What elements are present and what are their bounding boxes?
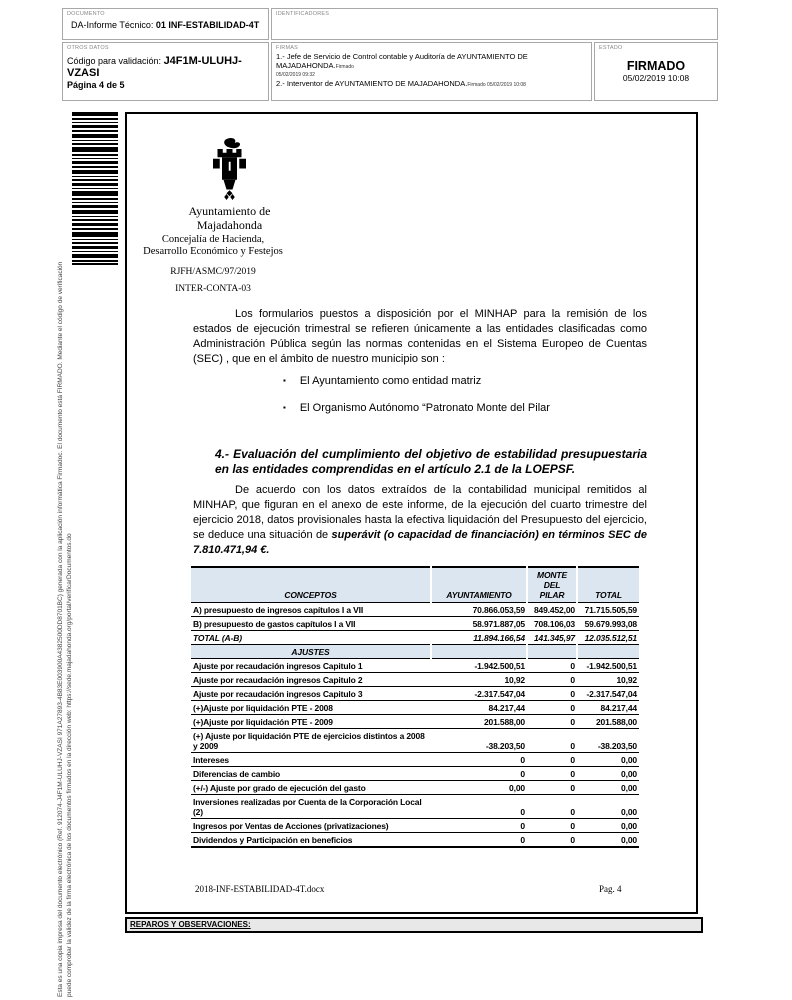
- firmas-label: FIRMAS: [276, 45, 298, 51]
- header-firmas-box: [271, 42, 592, 101]
- estado-fecha: 05/02/2019 10:08: [622, 73, 690, 83]
- header-otros-datos-box: [62, 42, 269, 101]
- cell-ayuntamiento: 0,00: [431, 781, 527, 795]
- cell-total: 12.035.512,51: [577, 631, 639, 645]
- cell-ayuntamiento: -1.942.500,51: [431, 659, 527, 673]
- codigo-value: J4F1M-ULUHJ-VZASI: [67, 55, 242, 79]
- documento-code: 01 INF-ESTABILIDAD-4T: [155, 20, 260, 30]
- reparos-observaciones-bar: [125, 917, 703, 933]
- verification-sidebar-text: [57, 112, 75, 997]
- cell-concepto: (+) Ajuste por liquidación PTE de ejercicios distintos a 2008 y 2009: [191, 729, 431, 753]
- cell-ayuntamiento: 84.217,44: [431, 701, 527, 715]
- codigo-label: Código para validación:: [67, 56, 164, 66]
- section-4-heading: 4.- Evaluación del cumplimiento del objetivo de estabilidad presupuestaria en las entidades comprendidas en el artículo 2.1 de la LOEPSF.: [215, 447, 647, 476]
- bullet-item-organismo: [283, 402, 550, 414]
- cell-ayuntamiento: -38.203,50: [431, 729, 527, 753]
- cell-concepto: Ajuste por recaudación ingresos Capitulo 1: [191, 659, 431, 673]
- cell-monte: 0: [527, 729, 577, 753]
- table-row: [191, 631, 639, 645]
- table-row: [191, 819, 639, 833]
- budget-table: [191, 566, 639, 848]
- bullet-2-text: El Organismo Autónomo “Patronato Monte del Pilar: [299, 402, 550, 414]
- cell-total: 71.715.505,59: [577, 603, 639, 617]
- cell-concepto: Dividendos y Participación en beneficios: [191, 833, 431, 848]
- table-row: [191, 659, 639, 673]
- cell-ayuntamiento: 0: [431, 819, 527, 833]
- cell-total: 0,00: [577, 833, 639, 848]
- cell-concepto: Inversiones realizadas por Cuenta de la Corporación Local (2): [191, 795, 431, 819]
- monte-header-line2: PILAR: [539, 590, 565, 600]
- firma-2-firmado: Firmado 05/02/2019 10:08: [467, 82, 526, 88]
- cell-concepto: Diferencias de cambio: [191, 767, 431, 781]
- documento-value: [67, 20, 264, 30]
- cell-ayuntamiento: 0: [431, 753, 527, 767]
- table-section-row: [191, 645, 639, 659]
- firma-2: [276, 79, 587, 90]
- table-row: [191, 753, 639, 767]
- cell-monte: 0: [527, 687, 577, 701]
- department-line1: Concejalía de Hacienda,: [161, 234, 265, 245]
- cell-concepto: B) presupuesto de gastos capítulos I a VII: [191, 617, 431, 631]
- table-row: [191, 603, 639, 617]
- cell-concepto: (+)Ajuste por liquidación PTE - 2008: [191, 701, 431, 715]
- otros-datos-label: OTROS DATOS: [67, 45, 109, 51]
- cell-concepto: (+)Ajuste por liquidación PTE - 2009: [191, 715, 431, 729]
- cell-concepto: Intereses: [191, 753, 431, 767]
- cell-monte: 0: [527, 659, 577, 673]
- cell-total: 84.217,44: [577, 701, 639, 715]
- cell-monte: 0: [527, 767, 577, 781]
- cell-total: 0,00: [577, 795, 639, 819]
- firma-1-fecha: 05/02/2019 09:32: [276, 72, 315, 78]
- cell-concepto: (+/-) Ajuste por grado de ejecución del gasto: [191, 781, 431, 795]
- table-row: [191, 715, 639, 729]
- cell-monte: 849.452,00: [527, 603, 577, 617]
- conclusion-normal-text: De acuerdo con los datos extraídos de la contabilidad municipal remitidos al MINHAP, que figuran en el anexo de este informe, de la ejecución del cuarto trimestre del ejercicio 2018, datos provisionales hasta la efectiva liquidación del Presupuesto del ejercicio, se deduce una situación de: [193, 484, 647, 541]
- table-row: [191, 833, 639, 848]
- cell-total: 0,00: [577, 753, 639, 767]
- firma-1-firmado: Firmado: [335, 64, 354, 70]
- estado-label: ESTADO: [599, 45, 623, 51]
- conclusion-paragraph: [193, 483, 647, 558]
- cell-total: 59.679.993,08: [577, 617, 639, 631]
- col-header-monte-del-pilar: [527, 567, 577, 603]
- department-name: [127, 234, 299, 258]
- cell-concepto: Ajuste por recaudación ingresos Capitulo 3: [191, 687, 431, 701]
- cell-total: [577, 645, 639, 659]
- cell-ayuntamiento: 70.866.053,59: [431, 603, 527, 617]
- cell-ayuntamiento: 0: [431, 795, 527, 819]
- cell-total: 0,00: [577, 767, 639, 781]
- cell-ayuntamiento: 58.971.887,05: [431, 617, 527, 631]
- table-row: [191, 795, 639, 819]
- cell-ayuntamiento: 201.588,00: [431, 715, 527, 729]
- table-header-row: [191, 567, 639, 603]
- identificadores-label: IDENTIFICADORES: [276, 11, 330, 17]
- cell-monte: 0: [527, 781, 577, 795]
- monte-header-line1: MONTE DEL: [537, 570, 567, 590]
- table-row: [191, 687, 639, 701]
- table-row: [191, 767, 639, 781]
- cell-total: 201.588,00: [577, 715, 639, 729]
- cell-ayuntamiento: -2.317.547,04: [431, 687, 527, 701]
- estado-value: FIRMADO: [626, 59, 686, 73]
- verification-line-1: Esta es una copia impresa del documento electrónico (Ref. 912074-J4F1M-ULUHJ-VZASI 971A27893-4B83E003900A4382500DD8701BC) generada con la aplicación informática Firmadoc. El documento está FIRMADO. Mediante el código de verificación: [57, 261, 64, 997]
- cell-total: 0,00: [577, 819, 639, 833]
- intro-paragraph: [193, 307, 647, 367]
- org-name-line1: Ayuntamiento de: [188, 204, 271, 218]
- table-row: [191, 701, 639, 715]
- bullet-1-text: El Ayuntamiento como entidad matriz: [299, 375, 482, 387]
- col-header-conceptos: CONCEPTOS: [191, 567, 431, 603]
- cell-total: -38.203,50: [577, 729, 639, 753]
- cell-monte: 0: [527, 795, 577, 819]
- codigo-validacion: [67, 55, 264, 79]
- barcode: [72, 112, 118, 270]
- cell-concepto: Ajuste por recaudación ingresos Capitulo 2: [191, 673, 431, 687]
- cell-concepto: A) presupuesto de ingresos capítulos I a VII: [191, 603, 431, 617]
- cell-monte: 141.345,97: [527, 631, 577, 645]
- document-page: [125, 112, 698, 914]
- table-row: [191, 673, 639, 687]
- firma-1-text: 1.- Jefe de Servicio de Control contable y Auditoría de AYUNTAMIENTO DE MAJADAHONDA.: [276, 52, 528, 70]
- bullet-icon: ▪: [283, 376, 286, 385]
- org-name-line2: Majadahonda: [196, 218, 263, 232]
- cell-monte: 0: [527, 833, 577, 848]
- cell-ayuntamiento: 0: [431, 833, 527, 848]
- cell-ayuntamiento: 11.894.166,54: [431, 631, 527, 645]
- cell-ayuntamiento: 0: [431, 767, 527, 781]
- page-footer-number: Pag. 4: [599, 884, 622, 894]
- city-crest-logo: [207, 137, 252, 208]
- cell-monte: 0: [527, 715, 577, 729]
- cell-concepto: AJUSTES: [191, 645, 431, 659]
- header-documento-box: [62, 8, 269, 40]
- cell-monte: 708.106,03: [527, 617, 577, 631]
- cell-monte: 0: [527, 753, 577, 767]
- barcode-graphic: [72, 112, 118, 265]
- table-row: [191, 617, 639, 631]
- cell-total: 10,92: [577, 673, 639, 687]
- cell-monte: 0: [527, 819, 577, 833]
- reparos-label: REPAROS Y OBSERVACIONES:: [130, 920, 251, 929]
- cell-monte: 0: [527, 701, 577, 715]
- department-line2: Desarrollo Económico y Festejos: [143, 246, 283, 257]
- header-estado-box: [594, 42, 718, 101]
- header-identificadores-box: [271, 8, 718, 40]
- cell-total: -2.317.547,04: [577, 687, 639, 701]
- cell-monte: 0: [527, 673, 577, 687]
- bullet-icon: ▪: [283, 403, 286, 412]
- reference-number: RJFH/ASMC/97/2019: [170, 267, 256, 277]
- col-header-total: TOTAL: [577, 567, 639, 603]
- page-footer-filename: 2018-INF-ESTABILIDAD-4T.docx: [195, 884, 325, 894]
- firma-1: [276, 52, 587, 72]
- pagina-indicator: Página 4 de 5: [67, 80, 125, 90]
- conclusion-superavit-text: superávit (o capacidad de financiación) en términos SEC de 7.810.471,94 €.: [193, 529, 647, 556]
- intro-paragraph-text: Los formularios puestos a disposición por el MINHAP para la remisión de los estados de ejecución trimestral se refieren únicamente a las entidades clasificadas como Administración Pública según las normas contenidas en el Sistema Europeo de Cuentas (SEC) , que en el ámbito de nuestro municipio son :: [193, 308, 647, 365]
- budget-table-wrapper: [191, 566, 639, 848]
- org-name: [157, 204, 302, 232]
- table-row: [191, 781, 639, 795]
- bullet-item-ayuntamiento: [283, 375, 481, 387]
- cell-ayuntamiento: 10,92: [431, 673, 527, 687]
- table-row: [191, 729, 639, 753]
- internal-code: INTER-CONTA-03: [175, 284, 251, 294]
- cell-ayuntamiento: [431, 645, 527, 659]
- firma-2-text: 2.- Interventor de AYUNTAMIENTO DE MAJADAHONDA.: [276, 79, 468, 88]
- verification-line-2: puede comprobar la validez de la firma electrónica de los documentos firmados en la dirección web: https://sede.majadahonda.org/portal/verificarDocumentos.do: [65, 533, 73, 997]
- col-header-ayuntamiento: AYUNTAMIENTO: [431, 567, 527, 603]
- documento-prefix: DA-Informe Técnico:: [71, 20, 156, 30]
- budget-table-body: [191, 603, 639, 848]
- cell-monte: [527, 645, 577, 659]
- cell-concepto: Ingresos por Ventas de Acciones (privatizaciones): [191, 819, 431, 833]
- cell-concepto: TOTAL (A-B): [191, 631, 431, 645]
- documento-label: DOCUMENTO: [67, 11, 105, 17]
- cell-total: -1.942.500,51: [577, 659, 639, 673]
- cell-total: 0,00: [577, 781, 639, 795]
